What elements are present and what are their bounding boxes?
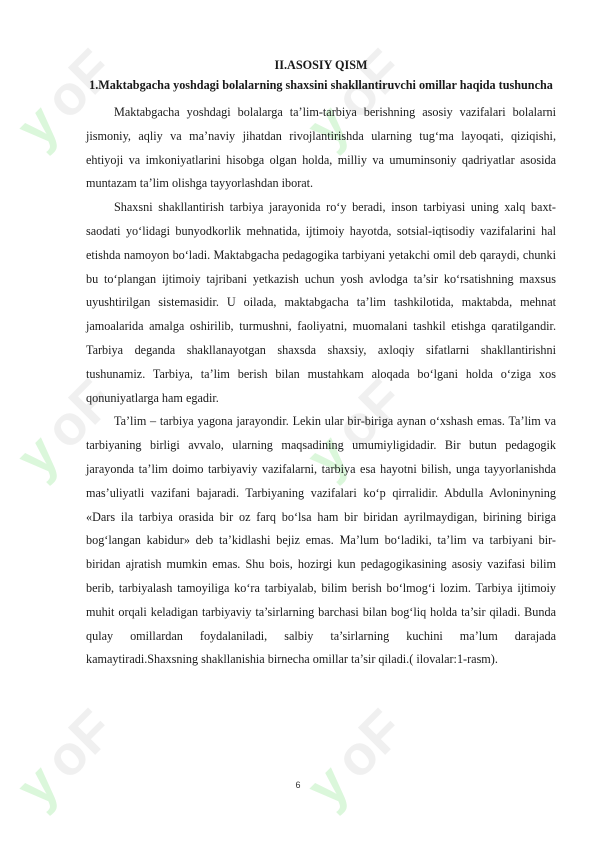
section-title: 1.Maktabgacha yoshdagi bolalarning shaxsini shakllantiruvchi omillar haqida tushuncha [89, 78, 553, 92]
paragraph-3: Ta’lim – tarbiya yagona jarayondir. Lekin ular bir-biriga aynan o‘xshash emas. Ta’lim va tarbiyaning birligi avvalo, ularning maqsadining umumiyligidadir. Bir butun pedagogik jarayonda ta’lim doimo tarbiyaviy vazifalarni, tarbiya esa hayotni bilish, unga tayyorlanishda mas’uliyatli vazifani bajaradi. Tarbiyaning vazifalari ko‘p qirralidir. Abdulla Avloninyning «Dars ila tarbiya orasida bir oz farq bo‘lsa ham bir biridan ayrilmaydigan, birining biriga bog‘langan kabidur» deb ta’kidlashi bejiz emas. Ma’lum bo‘ladiki, ta’lim va tarbiyani bir-biridan ajratish mumkin emas. Shu bois, hozirgi kun pedagogikasining asosiy vazifasi bilim berib, tarbiyalash tamoyiliga ko‘ra tarbiyalab, bilim berish bo‘lmog‘i lozim. Tarbiya ijtimoiy muhit orqali keladigan tarbiyaviy ta’sirlarning barchasi bilan bog‘liq holda ta’sir qiladi. Bunda qulay omillardan foydalaniladi, salbiy ta’sirlarning kuchini ma’lum darajada kamaytiradi.Shaxsning shakllanishiа birnecha omillar ta’sir qiladi.( ilovalar:1-rasm). [86, 414, 556, 667]
paragraph-1: Maktabgacha yoshdagi bolalarga ta’lim-tarbiya berishning asosiy vazifalari bolalarni jismoniy, aqliy va ma’naviy jihatdan rivojlantirishda ularning tug‘ma layoqati, qiziqishi, ehtiyoji va imkoniyatlarini hisobga olgan holda, milliy va umuminsoniy qadriyatlar asosida muntazam ta’lim olishga tayyorlashdan iborat. [86, 105, 556, 191]
document-body [86, 58, 556, 672]
page-number: 6 [295, 780, 301, 790]
paragraph-2: Shaxsni shakllantirish tarbiya jarayonida ro‘y beradi, inson tarbiyasi uning xalq baxt-saodati yo‘lidagi bunyodkorlik mehnatida, ijtimoiy hayotda, sotsial-iqtisodiy vazifalarini hal etishda namoyon bo‘ladi. Maktabgacha pedagogika tarbiyani yetakchi omil deb qaraydi, chunki bu to‘plangan ijtimoiy tajribani yetkazish uchun yosh avlodga ta’sir ko‘rsatishning maxsus uyushtirilgan sistemasidir. U oilada, maktabgacha ta’lim tashkilotida, maktabda, mehnat jamoalarida amalga oshirilib, turmushni, faoliyatni, muomalani tashkil etishga qaratilgandir. Tarbiya deganda shakllanayotgan shaxsda shaxsiy, axloqiy sifatlarni shakllantirishni tushunamiz. Tarbiya, ta’lim berish bilan mustahkam aloqada bo‘lgani holda o‘ziga xos qonuniyatlarga ham egadir. [86, 200, 556, 405]
chapter-title: II.ASOSIY QISM [274, 58, 368, 72]
